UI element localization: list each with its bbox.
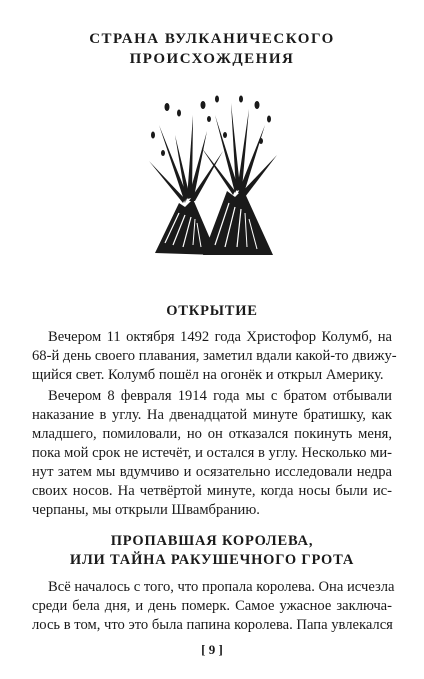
text-line: Вечером 8 февраля 1914 года мы с братом отбывали xyxy=(48,388,392,404)
text-line: щийся свет. Колумб пошёл на огонёк и открыл Америку. xyxy=(32,367,384,383)
text-line: нут затем мы вдумчиво и осязательно исследовали недра xyxy=(32,464,392,480)
text-line: Вечером 11 октября 1492 года Христофор Колумб, на xyxy=(48,329,392,345)
text-line: своих носов. На четвёртой минуте, когда носы были ис- xyxy=(32,483,392,499)
text-line: среди бела дня, и день померк. Самое ужасное заключа- xyxy=(32,598,392,614)
chapter-title-line-2: ПРОИСХОЖДЕНИЯ xyxy=(129,51,295,67)
chapter-title-line-1: СТРАНА ВУЛКАНИЧЕСКОГО xyxy=(89,31,335,47)
text-line: наказание в углу. На двенадцатой минуте братишку, как xyxy=(32,407,392,423)
text-line: младшего, помиловали, но он отказался покинуть меня, xyxy=(32,426,392,442)
text-line: Всё началось с того, что пропала королева. Она исчезла xyxy=(48,579,395,595)
page-number: [ 9 ] xyxy=(201,642,223,657)
section-heading-line-2: ИЛИ ТАЙНА РАКУШЕЧНОГО ГРОТА xyxy=(69,552,355,568)
text-line: пока мой срок не истечёт, и остался в углу. Несколько ми- xyxy=(32,445,392,461)
section-heading: ОТКРЫТИЕ xyxy=(166,303,258,319)
text-line: 68-й день своего плавания, заметил вдали какой-то движу- xyxy=(32,348,397,364)
section-heading-line-1: ПРОПАВШАЯ КОРОЛЕВА, xyxy=(110,533,314,549)
volcanoes-illustration-icon xyxy=(145,95,280,275)
text-line: лось в том, что это была папина королева. Папа увлекался xyxy=(32,617,393,633)
text-line: черпаны, мы открыли Швамбранию. xyxy=(32,502,260,518)
